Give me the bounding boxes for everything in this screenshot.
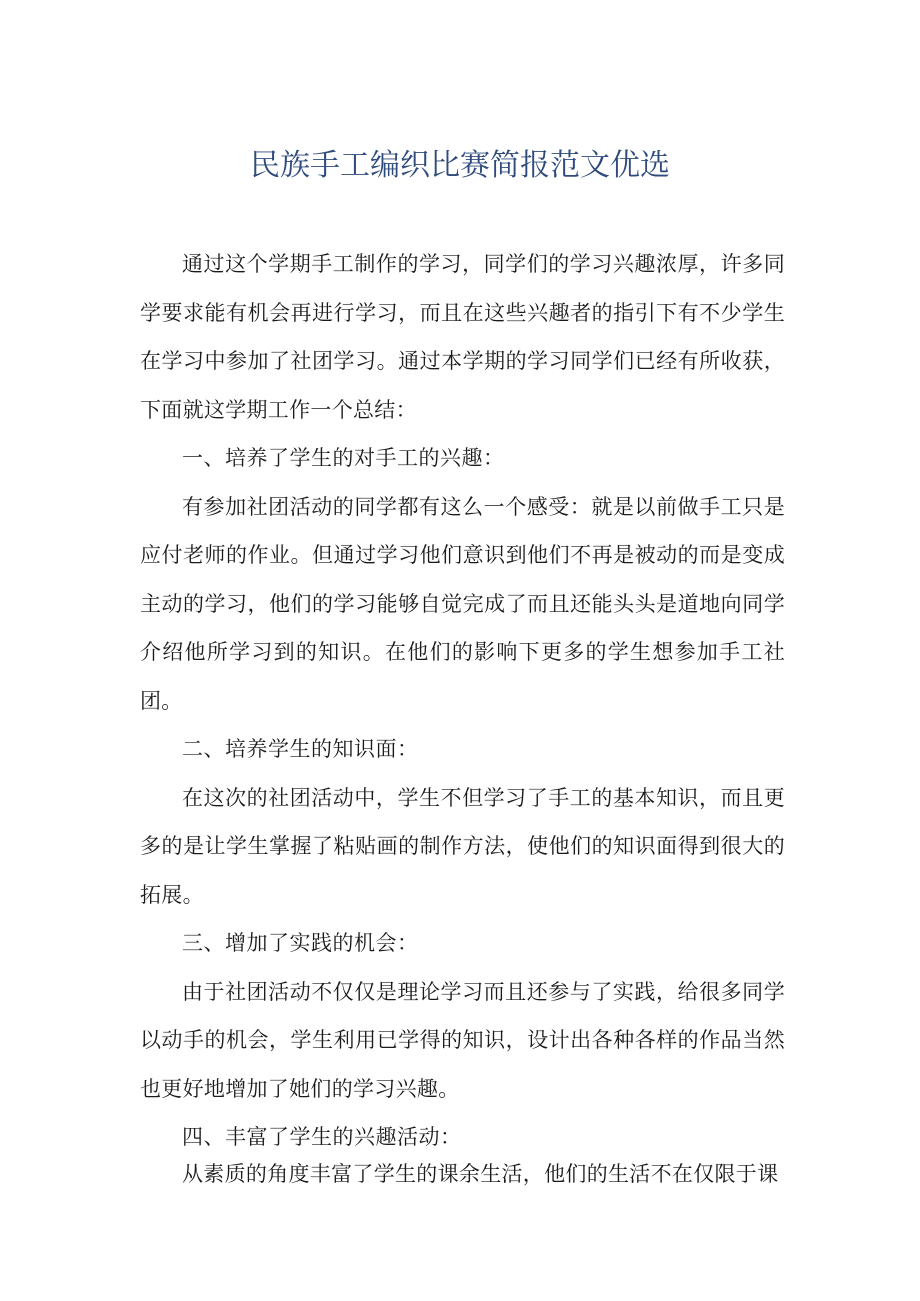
section-heading-3: 三、增加了实践的机会： [182, 931, 419, 955]
section-heading-2: 二、培养学生的知识面： [182, 737, 419, 761]
document-title: 民族手工编织比赛简报范文优选 [250, 148, 670, 183]
section-heading-1: 一、培养了学生的对手工的兴趣： [182, 446, 505, 470]
paragraph-section-4: 从素质的角度丰富了学生的课余生活，他们的生活不在仅限于课 [182, 1161, 779, 1186]
paragraph-section-1: 有参加社团活动的同学都有这么一个感受：就是以前做手工只是应付老师的作业。但通过学习他们意识到他们不再是被动的而是变成主动的学习，他们的学习能够自觉完成了而且还能头头是道地向同学介绍他所学习到的知识。在他们的影响下更多的学生想参加手工社团。 [140, 494, 785, 713]
paragraph-section-3: 由于社团活动不仅仅是理论学习而且还参与了实践，给很多同学以动手的机会，学生利用已学得的知识，设计出各种各样的作品当然也更好地增加了她们的学习兴趣。 [140, 979, 785, 1101]
paragraph-intro: 通过这个学期手工制作的学习，同学们的学习兴趣浓厚，许多同学要求能有机会再进行学习，而且在这些兴趣者的指引下有不少学生在学习中参加了社团学习。通过本学期的学习同学们已经有所收获，下面就这学期工作一个总结： [140, 252, 785, 422]
section-heading-4: 四、丰富了学生的兴趣活动： [182, 1125, 462, 1149]
paragraph-section-2: 在这次的社团活动中，学生不但学习了手工的基本知识，而且更多的是让学生掌握了粘贴画的制作方法，使他们的知识面得到很大的拓展。 [140, 785, 785, 907]
document-body [140, 240, 785, 1198]
